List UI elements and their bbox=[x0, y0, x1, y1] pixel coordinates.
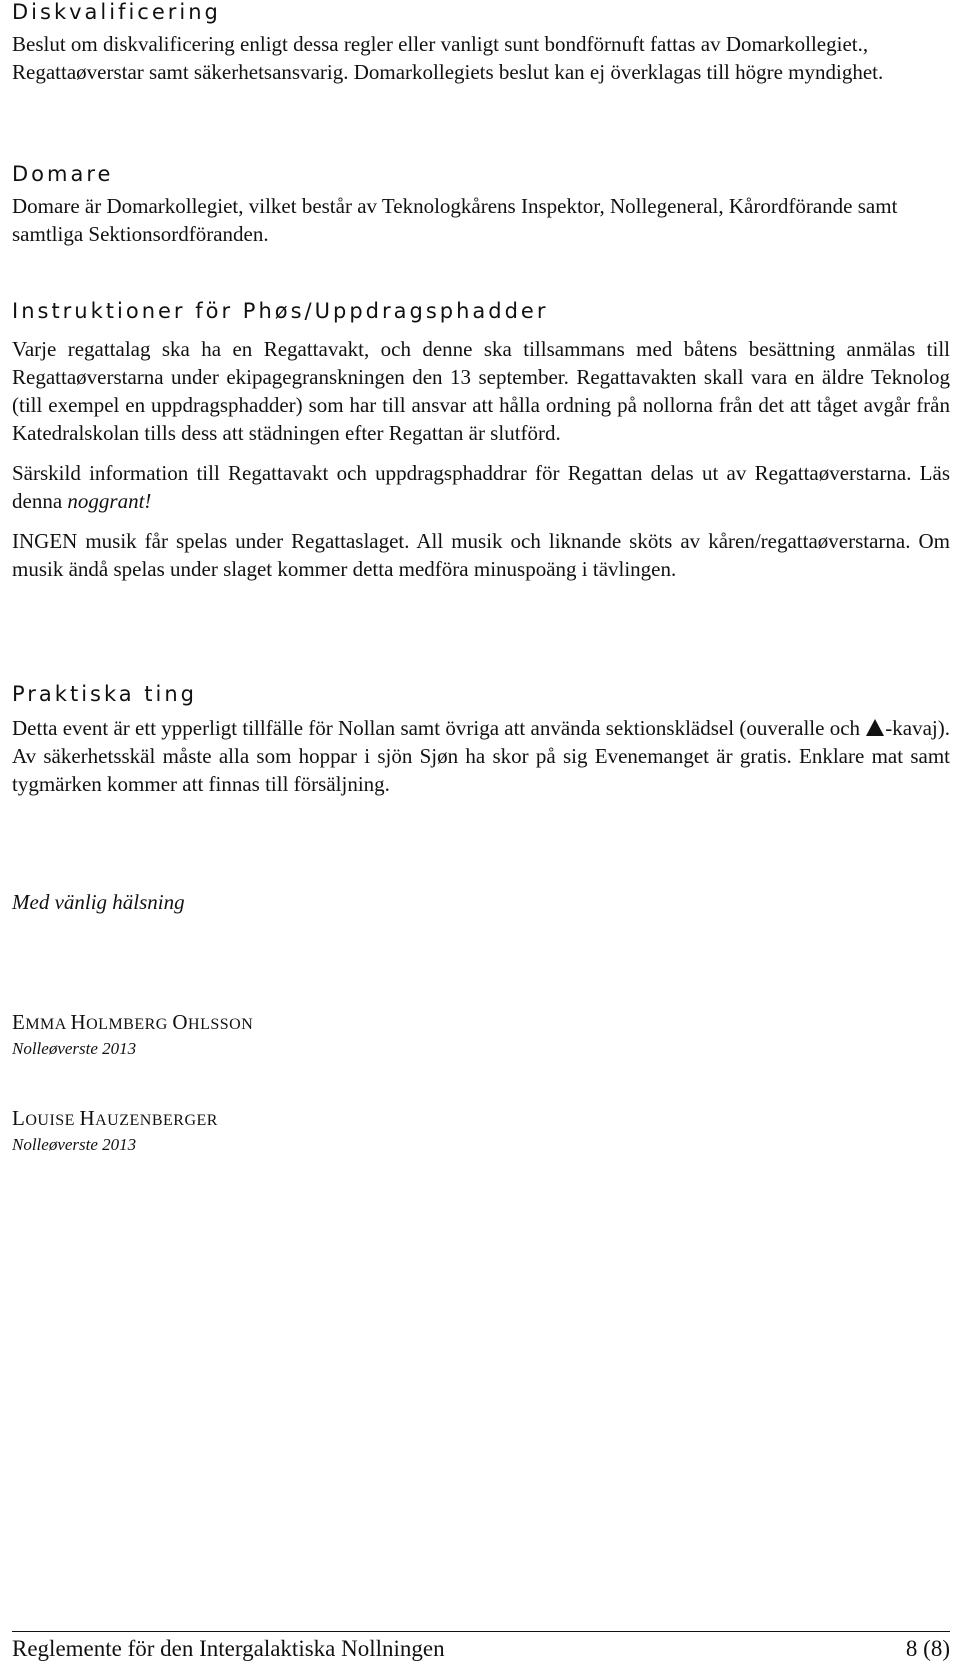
section-domare bbox=[12, 162, 950, 248]
noggrant-emphasis: noggrant! bbox=[67, 489, 152, 513]
instruktioner-paragraph-2 bbox=[12, 459, 950, 515]
page-number: 8 (8) bbox=[905, 1636, 950, 1661]
domare-text: Domare är Domarkollegiet, vilket består av Teknologkårens Inspektor, Nollegeneral, Kårordförande samt samtliga Sektionsordföranden. bbox=[12, 194, 898, 246]
signatory-2-name: LOUISE HAUZENBERGER bbox=[12, 1106, 218, 1130]
heading-praktiska: Praktiska ting bbox=[12, 682, 198, 706]
footer-divider bbox=[12, 1631, 950, 1632]
signatory-1-name: EMMA HOLMBERG OHLSSON bbox=[12, 1010, 254, 1034]
heading-diskvalificering: Diskvalificering bbox=[12, 0, 221, 24]
praktiska-text-end: -kavaj). Av säkerhetsskäl måste alla som hoppar i sjön Sjøn ha skor på sig Evenemanget är gratis. Enklare mat samt tygmärken kommer att finnas till försäljning. bbox=[12, 716, 950, 796]
page-footer bbox=[12, 1636, 950, 1662]
heading-instruktioner: Instruktioner för Phøs/Uppdragsphadder bbox=[12, 299, 549, 323]
triangle-icon bbox=[866, 719, 884, 736]
instruktioner-paragraph-3: INGEN musik får spelas under Regattaslaget. All musik och liknande sköts av kåren/regattaøverstarna. Om musik ändå spelas under slaget kommer detta medföra minuspoäng i tävlingen. bbox=[12, 529, 950, 581]
praktiska-text-start: Detta event är ett ypperligt tillfälle för Nollan samt övriga att använda sektionsklädsel (ouveralle och bbox=[12, 716, 866, 740]
instruktioner-paragraph-2-text: Särskild information till Regattavakt och uppdragsphaddrar för Regattan delas ut av Regattaøverstarna. Läs denna bbox=[12, 461, 950, 513]
instruktioner-paragraph-1: Varje regattalag ska ha en Regattavakt, och denne ska tillsammans med båtens besättning anmälas till Regattaøverstarna under ekipagegranskningen den 13 september. Regattavakten skall vara en äldre Teknolog (till exempel en uppdragsphadder) som har till ansvar att hålla ordning på nollorna från det att tåget avgår från Katedralskolan tills dess att städningen efter Regattan är slutförd. bbox=[12, 337, 950, 445]
signatory-1 bbox=[12, 1010, 253, 1059]
closing-text: Med vänlig hälsning bbox=[12, 890, 185, 914]
section-instruktioner bbox=[12, 299, 950, 583]
section-praktiska bbox=[12, 682, 950, 798]
praktiska-text bbox=[12, 714, 950, 798]
signatory-1-role: Nolleøverste 2013 bbox=[12, 1039, 137, 1058]
section-diskvalificering bbox=[12, 0, 950, 86]
diskvalificering-text: Beslut om diskvalificering enligt dessa regler eller vanligt sunt bondförnuft fattas av Domarkollegiet., Regattaøverstar samt säkerhetsansvarig. Domarkollegiets beslut kan ej överklagas till högre myndighet. bbox=[12, 32, 884, 84]
heading-domare: Domare bbox=[12, 162, 114, 186]
signatory-2-role: Nolleøverste 2013 bbox=[12, 1135, 137, 1154]
footer-title: Reglemente för den Intergalaktiska Nollningen bbox=[12, 1636, 445, 1661]
closing-greeting bbox=[12, 888, 185, 916]
signatory-2 bbox=[12, 1106, 218, 1155]
